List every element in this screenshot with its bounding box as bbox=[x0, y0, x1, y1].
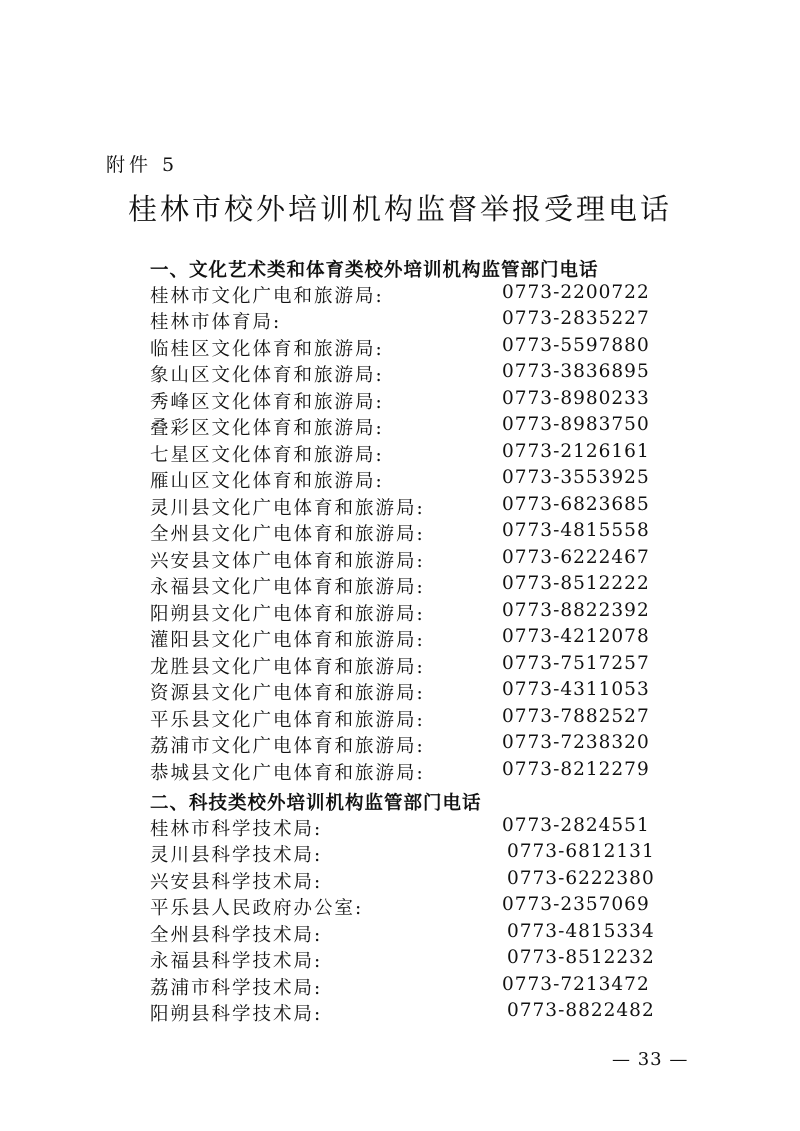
department-name: 桂林市科学技术局: bbox=[150, 819, 323, 840]
contact-row bbox=[150, 679, 670, 706]
contact-row bbox=[150, 494, 670, 521]
contact-row bbox=[150, 974, 670, 1001]
department-name: 全州县文化广电体育和旅游局: bbox=[150, 524, 425, 545]
phone-number: 0773-6222380 bbox=[507, 868, 655, 889]
contact-row bbox=[150, 388, 670, 415]
department-name: 永福县文化广电体育和旅游局: bbox=[150, 577, 425, 598]
contact-row bbox=[150, 921, 670, 948]
department-name: 恭城县文化广电体育和旅游局: bbox=[150, 763, 425, 784]
phone-number: 0773-8212279 bbox=[502, 759, 650, 780]
contact-row bbox=[150, 520, 670, 547]
department-name: 七星区文化体育和旅游局: bbox=[150, 445, 384, 466]
department-name: 象山区文化体育和旅游局: bbox=[150, 365, 384, 386]
department-name: 资源县文化广电体育和旅游局: bbox=[150, 683, 425, 704]
phone-number: 0773-8822482 bbox=[507, 1000, 655, 1021]
department-name: 永福县科学技术局: bbox=[150, 951, 323, 972]
contact-row bbox=[150, 759, 670, 786]
phone-number: 0773-7213472 bbox=[502, 974, 650, 995]
contact-row bbox=[150, 1000, 670, 1027]
contact-row bbox=[150, 732, 670, 759]
attachment-label: 附件 5 bbox=[106, 154, 179, 176]
contact-row bbox=[150, 308, 670, 335]
phone-number: 0773-4212078 bbox=[502, 626, 650, 647]
department-name: 雁山区文化体育和旅游局: bbox=[150, 471, 384, 492]
phone-number: 0773-8822392 bbox=[502, 600, 650, 621]
phone-number: 0773-8512222 bbox=[502, 573, 650, 594]
section-heading-technology: 二、科技类校外培训机构监管部门电话 bbox=[150, 793, 482, 814]
department-name: 阳朔县文化广电体育和旅游局: bbox=[150, 604, 425, 625]
phone-number: 0773-2357069 bbox=[502, 894, 650, 915]
department-name: 灌阳县文化广电体育和旅游局: bbox=[150, 630, 425, 651]
phone-number: 0773-5597880 bbox=[502, 335, 650, 356]
contact-row bbox=[150, 600, 670, 627]
phone-number: 0773-2835227 bbox=[502, 308, 650, 329]
contact-row bbox=[150, 414, 670, 441]
contact-row bbox=[150, 626, 670, 653]
phone-number: 0773-7238320 bbox=[502, 732, 650, 753]
contact-row bbox=[150, 841, 670, 868]
contact-row bbox=[150, 335, 670, 362]
phone-number: 0773-4815334 bbox=[507, 921, 655, 942]
contact-row bbox=[150, 653, 670, 680]
phone-number: 0773-6222467 bbox=[502, 547, 650, 568]
phone-number: 0773-4815558 bbox=[502, 520, 650, 541]
phone-number: 0773-8980233 bbox=[502, 388, 650, 409]
phone-number: 0773-2200722 bbox=[502, 282, 650, 303]
phone-number: 0773-3836895 bbox=[502, 361, 650, 382]
department-name: 灵川县文化广电体育和旅游局: bbox=[150, 498, 425, 519]
phone-number: 0773-6812131 bbox=[507, 841, 655, 862]
phone-number: 0773-8512232 bbox=[507, 947, 655, 968]
department-name: 平乐县文化广电体育和旅游局: bbox=[150, 710, 425, 731]
phone-number: 0773-2126161 bbox=[502, 441, 650, 462]
contact-row bbox=[150, 467, 670, 494]
contact-row bbox=[150, 706, 670, 733]
department-name: 龙胜县文化广电体育和旅游局: bbox=[150, 657, 425, 678]
contact-row bbox=[150, 947, 670, 974]
department-name: 桂林市文化广电和旅游局: bbox=[150, 286, 384, 307]
department-name: 兴安县科学技术局: bbox=[150, 872, 323, 893]
department-name: 平乐县人民政府办公室: bbox=[150, 898, 364, 919]
section-heading-culture-sports: 一、文化艺术类和体育类校外培训机构监管部门电话 bbox=[150, 260, 599, 281]
contact-row bbox=[150, 894, 670, 921]
contact-row bbox=[150, 868, 670, 895]
department-name: 阳朔县科学技术局: bbox=[150, 1004, 323, 1025]
department-name: 秀峰区文化体育和旅游局: bbox=[150, 392, 384, 413]
contact-row bbox=[150, 815, 670, 842]
contact-row bbox=[150, 573, 670, 600]
department-name: 兴安县文体广电体育和旅游局: bbox=[150, 551, 425, 572]
contact-row bbox=[150, 547, 670, 574]
phone-number: 0773-7882527 bbox=[502, 706, 650, 727]
phone-number: 0773-7517257 bbox=[502, 653, 650, 674]
contact-row bbox=[150, 441, 670, 468]
page-title: 桂林市校外培训机构监督举报受理电话 bbox=[127, 192, 672, 226]
contact-row bbox=[150, 361, 670, 388]
phone-number: 0773-2824551 bbox=[502, 815, 650, 836]
contact-row bbox=[150, 282, 670, 309]
department-name: 桂林市体育局: bbox=[150, 312, 282, 333]
page-number: — 33 — bbox=[612, 1049, 689, 1070]
phone-number: 0773-3553925 bbox=[502, 467, 650, 488]
department-name: 荔浦市文化广电体育和旅游局: bbox=[150, 736, 425, 757]
department-name: 荔浦市科学技术局: bbox=[150, 978, 323, 999]
department-name: 灵川县科学技术局: bbox=[150, 845, 323, 866]
department-name: 临桂区文化体育和旅游局: bbox=[150, 339, 384, 360]
phone-number: 0773-8983750 bbox=[502, 414, 650, 435]
department-name: 叠彩区文化体育和旅游局: bbox=[150, 418, 384, 439]
phone-number: 0773-4311053 bbox=[502, 679, 650, 700]
department-name: 全州县科学技术局: bbox=[150, 925, 323, 946]
phone-number: 0773-6823685 bbox=[502, 494, 650, 515]
